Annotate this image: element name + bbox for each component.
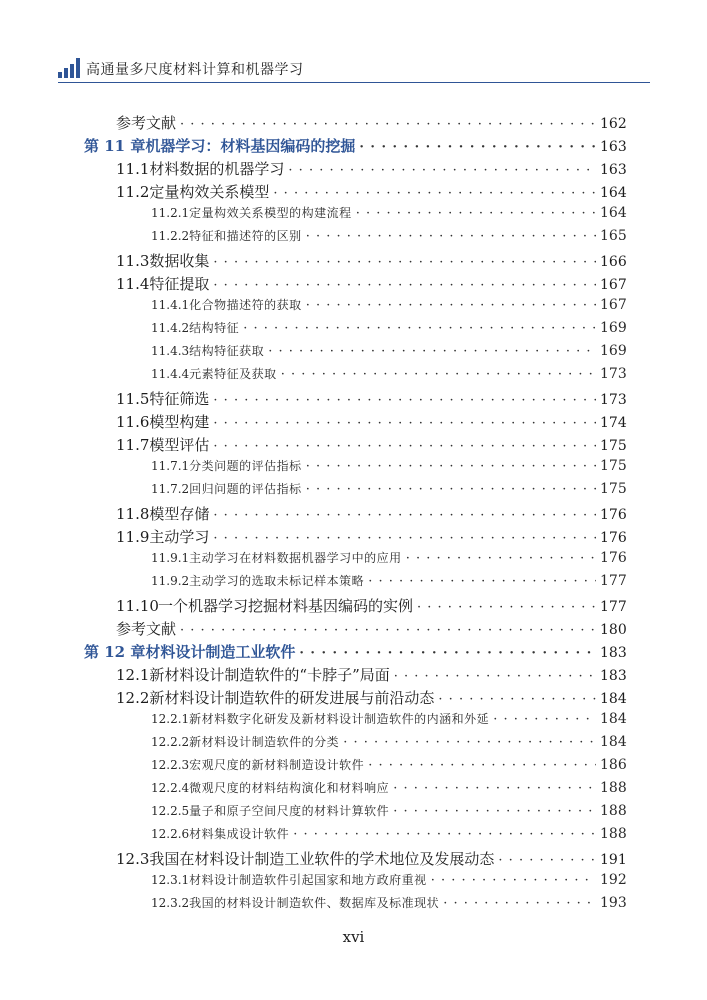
dot-leader: [306, 459, 596, 474]
toc-subsection-entry: [84, 802, 626, 825]
toc-entry-title: 量子和原子空间尺度的材料计算软件: [189, 804, 390, 818]
toc-section-entry: [84, 595, 626, 618]
dot-leader: [406, 551, 596, 566]
toc-entry-number: 第 12 章: [84, 643, 146, 661]
dot-leader: [393, 804, 596, 819]
dot-leader: [498, 853, 596, 868]
toc-entry-page: 177: [600, 573, 627, 589]
toc-entry-page: 167: [600, 297, 627, 313]
toc-chapter-entry: [84, 641, 626, 664]
dot-leader: [213, 439, 596, 454]
dot-leader: [417, 600, 596, 615]
toc-entry-number: 11.7.2: [151, 482, 190, 496]
toc-subsection-entry: [84, 871, 626, 894]
toc-entry-title: 定量构效关系模型的构建流程: [189, 206, 352, 220]
dot-leader: [213, 508, 596, 523]
toc-subsection-entry: [84, 825, 626, 848]
toc-entry-number: 12.2.5: [151, 804, 190, 818]
toc-entry-page: 175: [600, 438, 627, 454]
toc-entry-page: 191: [600, 852, 627, 868]
toc-entry-number: 12.2.6: [151, 827, 190, 841]
toc-entry-number: 11.9.1: [151, 551, 190, 565]
toc-entry-page: 175: [600, 458, 627, 474]
toc-entry-title: 特征筛选: [149, 390, 210, 408]
toc-entry-number: 12.3.1: [151, 873, 190, 887]
dot-leader: [306, 482, 596, 497]
toc-entry-number: 11.4: [116, 275, 150, 293]
toc-section-entry: [84, 158, 626, 181]
book-title: 高通量多尺度材料计算和机器学习: [86, 62, 304, 78]
dot-leader: [273, 186, 596, 201]
toc-entry-page: 188: [600, 780, 627, 796]
toc-entry-title: 元素特征及获取: [189, 367, 277, 381]
toc-entry-title: 新材料设计制造软件的“卡脖子”局面: [149, 666, 390, 684]
dot-leader: [431, 873, 596, 888]
toc-entry-number: 12.2.4: [151, 781, 190, 795]
toc-entry-number: 11.4.2: [151, 321, 190, 335]
toc-subsection-entry: [84, 480, 626, 503]
toc-subsection-entry: [84, 296, 626, 319]
toc-subsection-entry: [84, 204, 626, 227]
toc-entry-number: 11.2: [116, 183, 150, 201]
toc-entry-title: 模型存储: [149, 505, 210, 523]
dot-leader: [243, 321, 596, 336]
toc-subsection-entry: [84, 779, 626, 802]
toc-entry-page: 164: [600, 205, 627, 221]
toc-entry-title: 特征提取: [149, 275, 210, 293]
dot-leader: [343, 735, 596, 750]
dot-leader: [180, 117, 596, 132]
toc-subsection-entry: [84, 756, 626, 779]
toc-subsection-entry: [84, 894, 626, 917]
toc-entry-page: 188: [600, 826, 627, 842]
toc-entry-page: 176: [600, 530, 627, 546]
toc-entry-number: 11.4.4: [151, 367, 190, 381]
toc-subsection-entry: [84, 457, 626, 480]
toc-entry-title: 材料设计制造软件引起国家和地方政府重视: [189, 873, 427, 887]
toc-subsection-entry: [84, 549, 626, 572]
dot-leader: [213, 393, 596, 408]
toc-section-entry: [84, 687, 626, 710]
toc-entry-number: 12.2.1: [151, 712, 190, 726]
toc-entry-page: 163: [600, 162, 627, 178]
toc-subsection-entry: [84, 365, 626, 388]
dot-leader: [213, 278, 596, 293]
toc-entry-page: 173: [600, 392, 627, 408]
toc-entry-title: 新材料设计制造软件的分类: [189, 735, 340, 749]
toc-entry-number: 第 11 章: [84, 137, 146, 155]
toc-entry-number: 12.2.3: [151, 758, 190, 772]
toc-entry-number: 12.1: [116, 666, 150, 684]
toc-entry-number: 11.8: [116, 505, 150, 523]
toc-entry-number: 11.2.2: [151, 229, 190, 243]
toc-entry-title: 机器学习：材料基因编码的挖掘: [145, 137, 356, 155]
toc-entry-page: 188: [600, 803, 627, 819]
toc-entry-page: 174: [600, 415, 627, 431]
toc-entry-page: 173: [600, 366, 627, 382]
toc-entry-number: 11.6: [116, 413, 150, 431]
dot-leader: [180, 623, 596, 638]
toc-entry-title: 材料集成设计软件: [189, 827, 290, 841]
dot-leader: [288, 163, 596, 178]
toc-entry-title: 模型构建: [149, 413, 210, 431]
toc-entry-title: 主动学习的选取未标记样本策略: [189, 574, 365, 588]
toc-references-entry: [84, 618, 626, 641]
toc-entry-title: 定量构效关系模型: [149, 183, 270, 201]
toc-entry-title: 数据收集: [149, 252, 210, 270]
header-divider: [58, 82, 650, 83]
toc-entry-title: 材料数据的机器学习: [149, 160, 285, 178]
toc-entry-page: 176: [600, 550, 627, 566]
toc-entry-title: 结构特征: [189, 321, 240, 335]
page-number: xvi: [342, 928, 365, 946]
toc-entry-page: 167: [600, 277, 627, 293]
toc-entry-number: 11.2.1: [151, 206, 190, 220]
dot-leader: [213, 531, 596, 546]
toc-entry-number: 12.3.2: [151, 896, 190, 910]
toc-entry-title: 新材料数字化研发及新材料设计制造软件的内涵和外延: [189, 712, 490, 726]
toc-entry-title: 材料设计制造工业软件: [145, 643, 296, 661]
dot-leader: [299, 646, 596, 661]
toc-entry-title: 主动学习在材料数据机器学习中的应用: [189, 551, 402, 565]
toc-entry-number: 11.10: [116, 597, 159, 615]
toc-section-entry: [84, 273, 626, 296]
toc-section-entry: [84, 411, 626, 434]
toc-entry-page: 176: [600, 507, 627, 523]
toc-section-entry: [84, 526, 626, 549]
toc-entry-title: 参考文献: [116, 620, 177, 638]
toc-entry-title: 模型评估: [149, 436, 210, 454]
dot-leader: [368, 758, 596, 773]
toc-entry-page: 184: [600, 711, 627, 727]
toc-entry-number: 12.2: [116, 689, 150, 707]
toc-section-entry: [84, 250, 626, 273]
toc-entry-page: 186: [600, 757, 627, 773]
dot-leader: [443, 896, 596, 911]
toc-section-entry: [84, 434, 626, 457]
toc-entry-number: 12.3: [116, 850, 150, 868]
toc-entry-page: 177: [600, 599, 627, 615]
dot-leader: [268, 344, 596, 359]
toc-entry-page: 184: [600, 691, 627, 707]
toc-section-entry: [84, 388, 626, 411]
toc-section-entry: [84, 664, 626, 687]
toc-subsection-entry: [84, 572, 626, 595]
toc-entry-title: 特征和描述符的区别: [189, 229, 302, 243]
toc-entry-title: 新材料设计制造软件的研发进展与前沿动态: [149, 689, 435, 707]
toc-entry-title: 宏观尺度的新材料制造设计软件: [189, 758, 365, 772]
toc-entry-page: 192: [600, 872, 627, 888]
toc-entry-page: 165: [600, 228, 627, 244]
dot-leader: [306, 298, 596, 313]
toc-references-entry: [84, 112, 626, 135]
dot-leader: [393, 781, 596, 796]
toc-entry-page: 162: [600, 116, 627, 132]
dot-leader: [356, 206, 596, 221]
toc-entry-title: 我国在材料设计制造工业软件的学术地位及发展动态: [149, 850, 495, 868]
dot-leader: [438, 692, 596, 707]
toc-entry-title: 一个机器学习挖掘材料基因编码的实例: [158, 597, 414, 615]
toc-entry-number: 11.3: [116, 252, 150, 270]
toc-entry-number: 11.1: [116, 160, 150, 178]
toc-entry-page: 166: [600, 254, 627, 270]
dot-leader: [213, 255, 596, 270]
toc-entry-page: 169: [600, 320, 627, 336]
toc-entry-page: 183: [600, 645, 627, 661]
toc-subsection-entry: [84, 319, 626, 342]
toc-entry-page: 169: [600, 343, 627, 359]
toc-entry-number: 11.9: [116, 528, 150, 546]
dot-leader: [359, 140, 596, 155]
toc-entry-page: 175: [600, 481, 627, 497]
toc-section-entry: [84, 503, 626, 526]
toc-entry-number: 11.4.1: [151, 298, 190, 312]
toc-entry-page: 193: [600, 895, 627, 911]
toc-entry-number: 11.9.2: [151, 574, 190, 588]
toc-section-entry: [84, 181, 626, 204]
dot-leader: [293, 827, 596, 842]
running-header: [58, 56, 304, 78]
dot-leader: [394, 669, 596, 684]
toc-entry-page: 183: [600, 668, 627, 684]
toc-entry-title: 微观尺度的材料结构演化和材料响应: [189, 781, 390, 795]
bar-chart-logo-icon: [58, 58, 80, 78]
toc-entry-number: 11.7: [116, 436, 150, 454]
toc-entry-page: 184: [600, 734, 627, 750]
toc-section-entry: [84, 848, 626, 871]
toc-entry-page: 163: [600, 139, 627, 155]
toc-entry-title: 化合物描述符的获取: [189, 298, 302, 312]
toc-entry-number: 11.4.3: [151, 344, 190, 358]
toc-entry-title: 我国的材料设计制造软件、数据库及标准现状: [189, 896, 440, 910]
toc-entry-title: 参考文献: [116, 114, 177, 132]
toc-subsection-entry: [84, 227, 626, 250]
toc-entry-title: 主动学习: [149, 528, 210, 546]
toc-subsection-entry: [84, 342, 626, 365]
dot-leader: [213, 416, 596, 431]
toc-entry-title: 结构特征获取: [189, 344, 265, 358]
toc-entry-title: 分类问题的评估指标: [189, 459, 302, 473]
toc-entry-title: 回归问题的评估指标: [189, 482, 302, 496]
dot-leader: [368, 574, 596, 589]
toc-entry-page: 180: [600, 622, 627, 638]
toc-chapter-entry: [84, 135, 626, 158]
toc-entry-page: 164: [600, 185, 627, 201]
toc-entry-number: 11.5: [116, 390, 150, 408]
dot-leader: [493, 712, 596, 727]
toc-entry-number: 11.7.1: [151, 459, 190, 473]
toc-entry-number: 12.2.2: [151, 735, 190, 749]
toc-subsection-entry: [84, 733, 626, 756]
toc-subsection-entry: [84, 710, 626, 733]
table-of-contents: [84, 112, 626, 917]
dot-leader: [306, 229, 596, 244]
dot-leader: [281, 367, 596, 382]
